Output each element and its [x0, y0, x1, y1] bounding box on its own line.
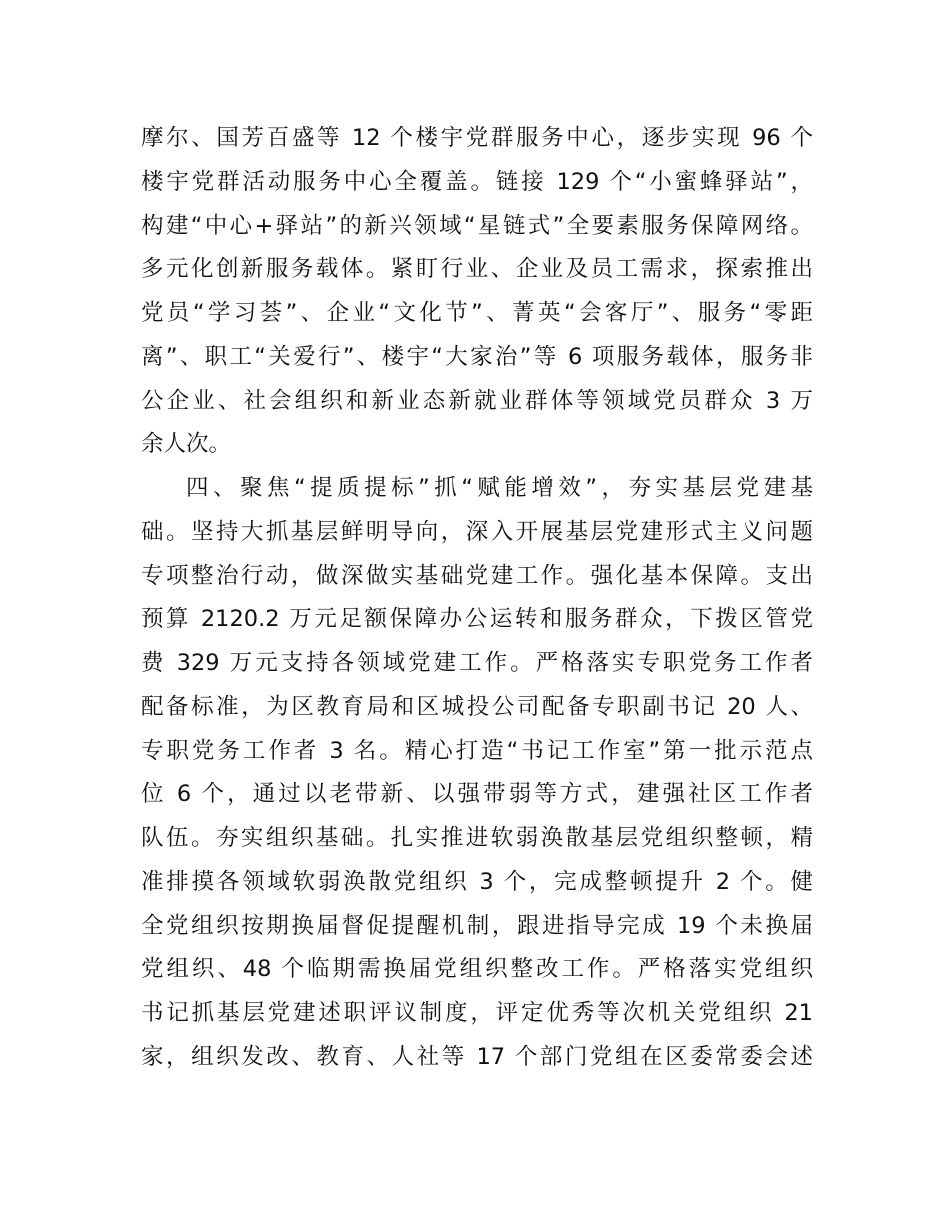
body-text: [141, 117, 813, 1080]
text-line-17: 队伍。夯实组织基础。扎实推进软弱涣散基层党组织整顿，精: [141, 825, 813, 851]
text-line-15: 专职党务工作者 3 名。精心打造“书记工作室”第一批示范点: [141, 737, 813, 764]
text-line-16: 位 6 个，通过以老带新、以强带弱等方式，建强社区工作者: [141, 781, 813, 808]
text-line-13: 费 329 万元支持各领域党建工作。严格落实专职党务工作者: [141, 650, 813, 676]
text-line-9: 四、聚焦“提质提标”抓“赋能增效”，夯实基层党建基: [186, 475, 813, 501]
text-line-21: 书记抓基层党建述职评议制度，评定优秀等次机关党组织 21: [141, 1000, 813, 1026]
text-line-6: 离”、职工“关爱行”、楼宇“大家治”等 6 项服务载体，服务非: [141, 343, 813, 370]
text-line-2: 楼宇党群活动服务中心全覆盖。链接 129 个“小蜜蜂驿站”，: [141, 168, 813, 195]
text-line-1: 摩尔、国芳百盛等 12 个楼宇党群服务中心，逐步实现 96 个: [141, 125, 813, 151]
text-line-4: 多元化创新服务载体。紧盯行业、企业及员工需求，探索推出: [141, 256, 813, 283]
text-line-14: 配备标准，为区教育局和区城投公司配备专职副书记 20 人、: [141, 693, 813, 720]
text-line-5: 党员“学习荟”、企业“文化节”、菁英“会客厅”、服务“零距: [141, 300, 813, 326]
text-line-11: 专项整治行动，做深做实基础党建工作。强化基本保障。支出: [141, 562, 813, 589]
text-line-18: 准排摸各领域软弱涣散党组织 3 个，完成整顿提升 2 个。健: [141, 868, 813, 895]
text-line-22: 家，组织发改、教育、人社等 17 个部门党组在区委常委会述: [141, 1043, 813, 1070]
text-line-19: 全党组织按期换届督促提醒机制，跟进指导完成 19 个未换届: [141, 912, 813, 939]
text-line-10: 础。坚持大抓基层鲜明导向，深入开展基层党建形式主义问题: [141, 518, 813, 545]
text-line-3: 构建“中心+驿站”的新兴领域“星链式”全要素服务保障网络。: [141, 212, 813, 239]
text-line-7: 公企业、社会组织和新业态新就业群体等领域党员群众 3 万: [141, 387, 813, 414]
text-line-20: 党组织、48 个临期需换届党组织整改工作。严格落实党组织: [141, 956, 813, 983]
text-line-12: 预算 2120.2 万元足额保障办公运转和服务群众，下拨区管党: [141, 606, 813, 633]
text-line-8: 余人次。: [141, 431, 232, 458]
